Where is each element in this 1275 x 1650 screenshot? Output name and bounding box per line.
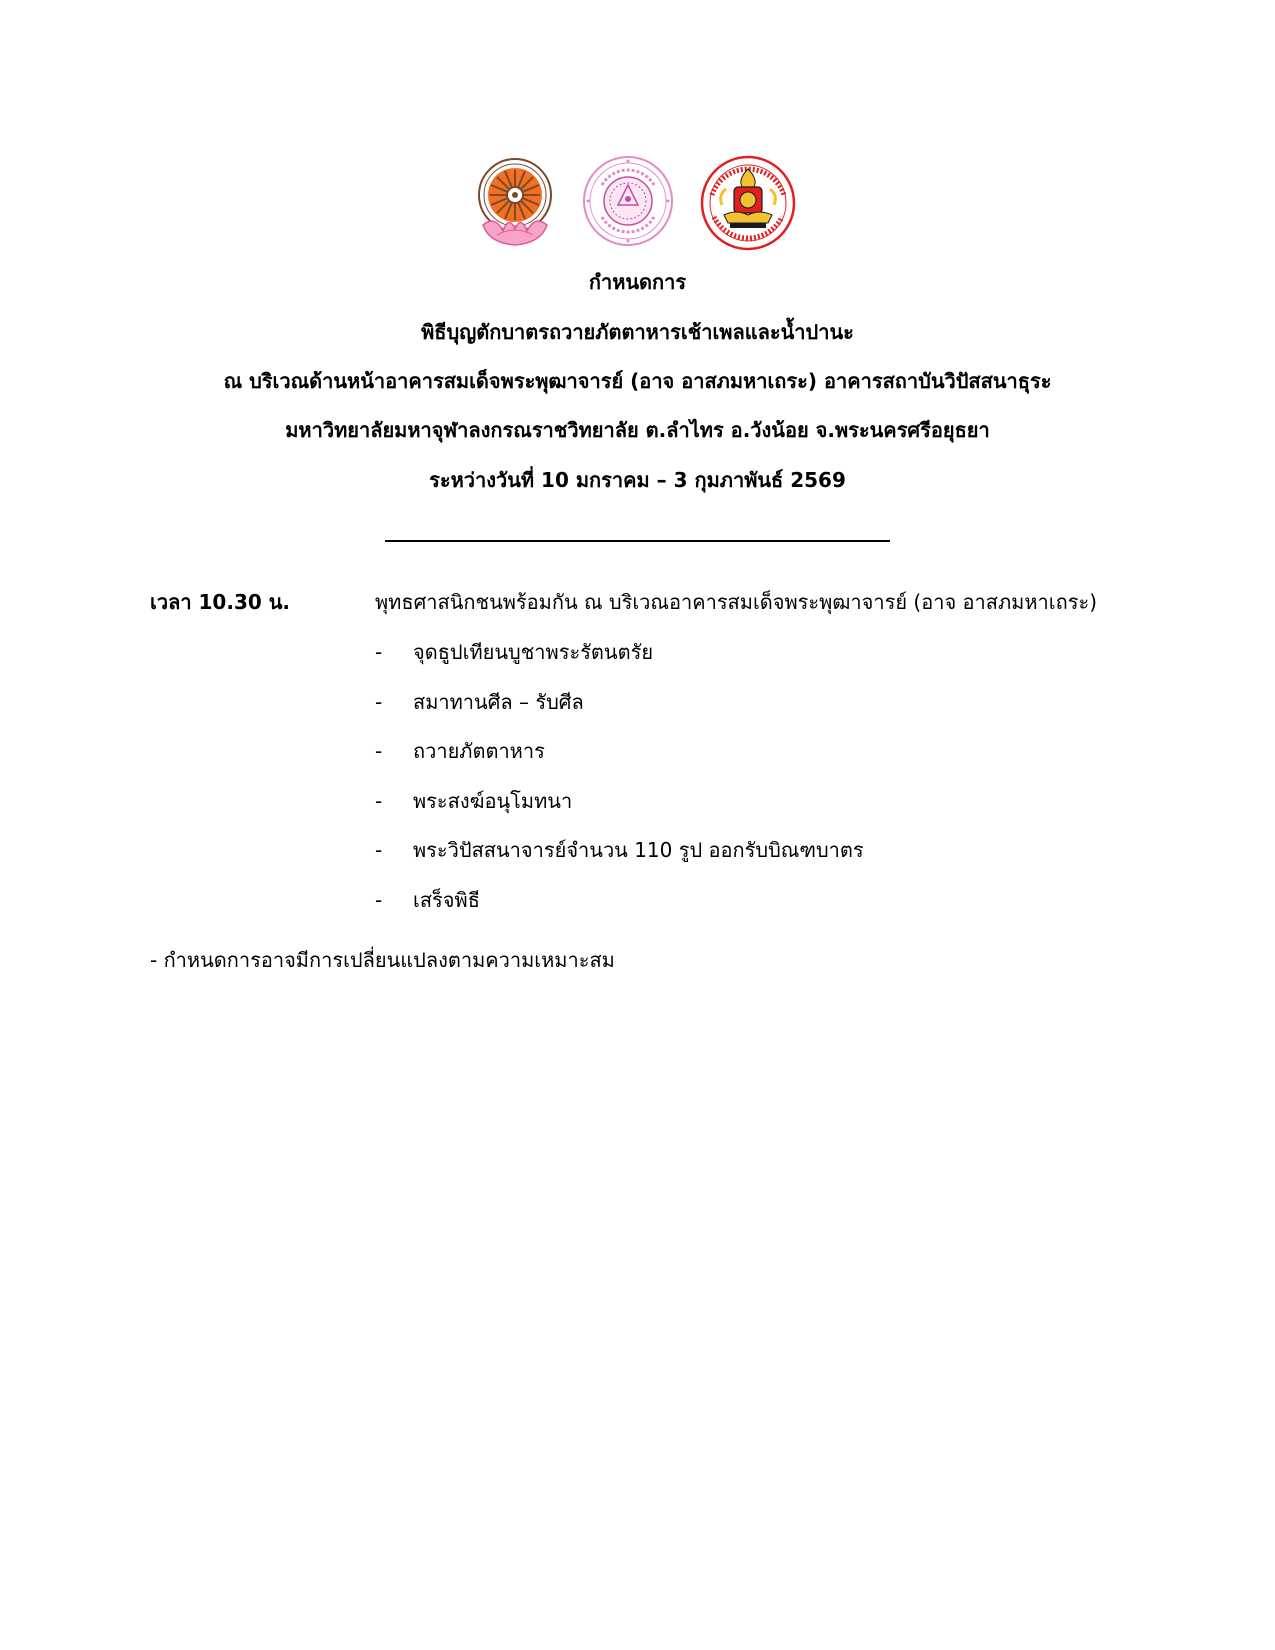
- list-bullet: -: [375, 789, 383, 813]
- schedule-item: [375, 787, 572, 815]
- list-bullet: -: [375, 690, 383, 714]
- schedule-item-text: จุดธูปเทียนบูชาพระรัตนตรัย: [413, 640, 654, 664]
- department-of-religious-affairs-seal-icon: [700, 155, 796, 251]
- schedule-item: [375, 886, 480, 914]
- dharma-wheel-lotus-seal-icon: [475, 155, 555, 250]
- schedule-intro: พุทธศาสนิกชนพร้อมกัน ณ บริเวณอาคารสมเด็จพระพุฒาจารย์ (อาจ อาสภมหาเถระ): [375, 590, 1097, 614]
- logo-row: [0, 155, 1275, 255]
- schedule-item: [375, 638, 653, 666]
- schedule-item-text: เสร็จพิธี: [413, 888, 480, 912]
- list-bullet: -: [375, 838, 383, 862]
- footer-note: - กำหนดการอาจมีการเปลี่ยนแปลงตามความเหมาะสม: [150, 948, 615, 972]
- schedule-item: [375, 836, 864, 864]
- schedule-item-text: ถวายภัตตาหาร: [413, 739, 545, 763]
- heading-university: มหาวิทยาลัยมหาจุฬาลงกรณราชวิทยาลัย ต.ลำไทร อ.วังน้อย จ.พระนครศรีอยุธยา: [285, 418, 990, 442]
- divider-line: [385, 540, 890, 542]
- schedule-time-label: เวลา 10.30 น.: [150, 590, 291, 614]
- schedule-item-text: พระสงฆ์อนุโมทนา: [413, 789, 573, 813]
- list-bullet: -: [375, 888, 383, 912]
- heading-location: ณ บริเวณด้านหน้าอาคารสมเด็จพระพุฒาจารย์ (อาจ อาสภมหาเถระ) อาคารสถาบันวิปัสสนาธุระ: [223, 369, 1052, 393]
- heading-title: กำหนดการ: [588, 270, 687, 294]
- pink-circular-seal-icon: [582, 155, 674, 247]
- list-bullet: -: [375, 739, 383, 763]
- heading-ceremony-name: พิธีบุญตักบาตรถวายภัตตาหารเช้าเพลและน้ำปานะ: [421, 320, 854, 344]
- schedule-item-text: สมาทานศีล – รับศีล: [413, 690, 584, 714]
- list-bullet: -: [375, 640, 383, 664]
- schedule-item-text: พระวิปัสสนาจารย์จำนวน 110 รูป ออกรับบิณฑบาตร: [413, 838, 864, 862]
- heading-date-range: ระหว่างวันที่ 10 มกราคม – 3 กุมภาพันธ์ 2569: [429, 468, 846, 492]
- schedule-item: [375, 737, 545, 765]
- schedule-item: [375, 688, 584, 716]
